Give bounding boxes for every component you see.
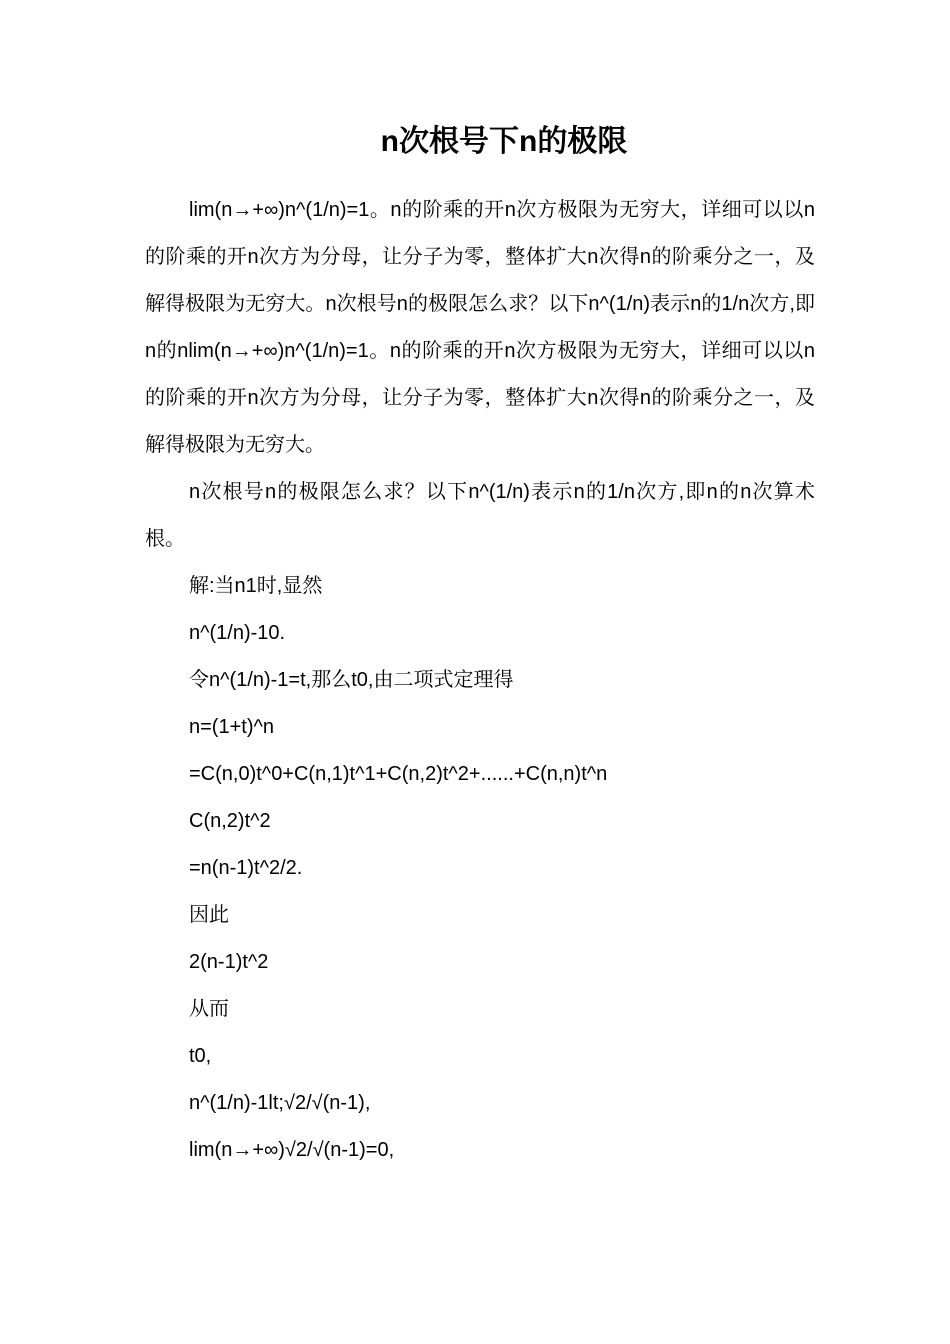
paragraph-2: n次根号n的极限怎么求？以下n^(1/n)表示n的1/n次方,即n的n次算术根。 [145, 481, 815, 550]
line-8: 因此 [189, 904, 229, 926]
document-body [145, 187, 815, 1174]
paragraph-1: lim(n→+∞)n^(1/n)=1。n的阶乘的开n次方极限为无穷大，详细可以以n的阶乘的开n次方为分母，让分子为零，整体扩大n次得n的阶乘分之一，及解得极限为无穷大。n次根号n的极限怎么求？以下n^(1/n)表示n的1/n次方,即n的nlim(n→+∞)n^(1/n)=1。n的阶乘的开n次方极限为无穷大，详细可以以n的阶乘的开n次方为分母，让分子为零，整体扩大n次得n的阶乘分之一，及解得极限为无穷大。 [145, 199, 815, 456]
line-2: n^(1/n)-10. [189, 622, 286, 644]
line-9: 2(n-1)t^2 [189, 951, 269, 973]
line-10: 从而 [189, 998, 229, 1020]
line-4: n=(1+t)^n [189, 716, 274, 738]
line-3: 令n^(1/n)-1=t,那么t0,由二项式定理得 [189, 669, 514, 691]
line-13: lim(n→+∞)√2/√(n-1)=0, [189, 1139, 395, 1161]
line-6: C(n,2)t^2 [189, 810, 271, 832]
line-1: 解:当n1时,显然 [189, 575, 323, 597]
line-12: n^(1/n)-1lt;√2/√(n-1), [189, 1092, 371, 1114]
line-5: =C(n,0)t^0+C(n,1)t^1+C(n,2)t^2+......+C(n,n)t^n [189, 763, 608, 785]
document-title: n次根号下n的极限 [380, 125, 628, 158]
line-11: t0, [189, 1045, 212, 1067]
line-7: =n(n-1)t^2/2. [189, 857, 303, 879]
